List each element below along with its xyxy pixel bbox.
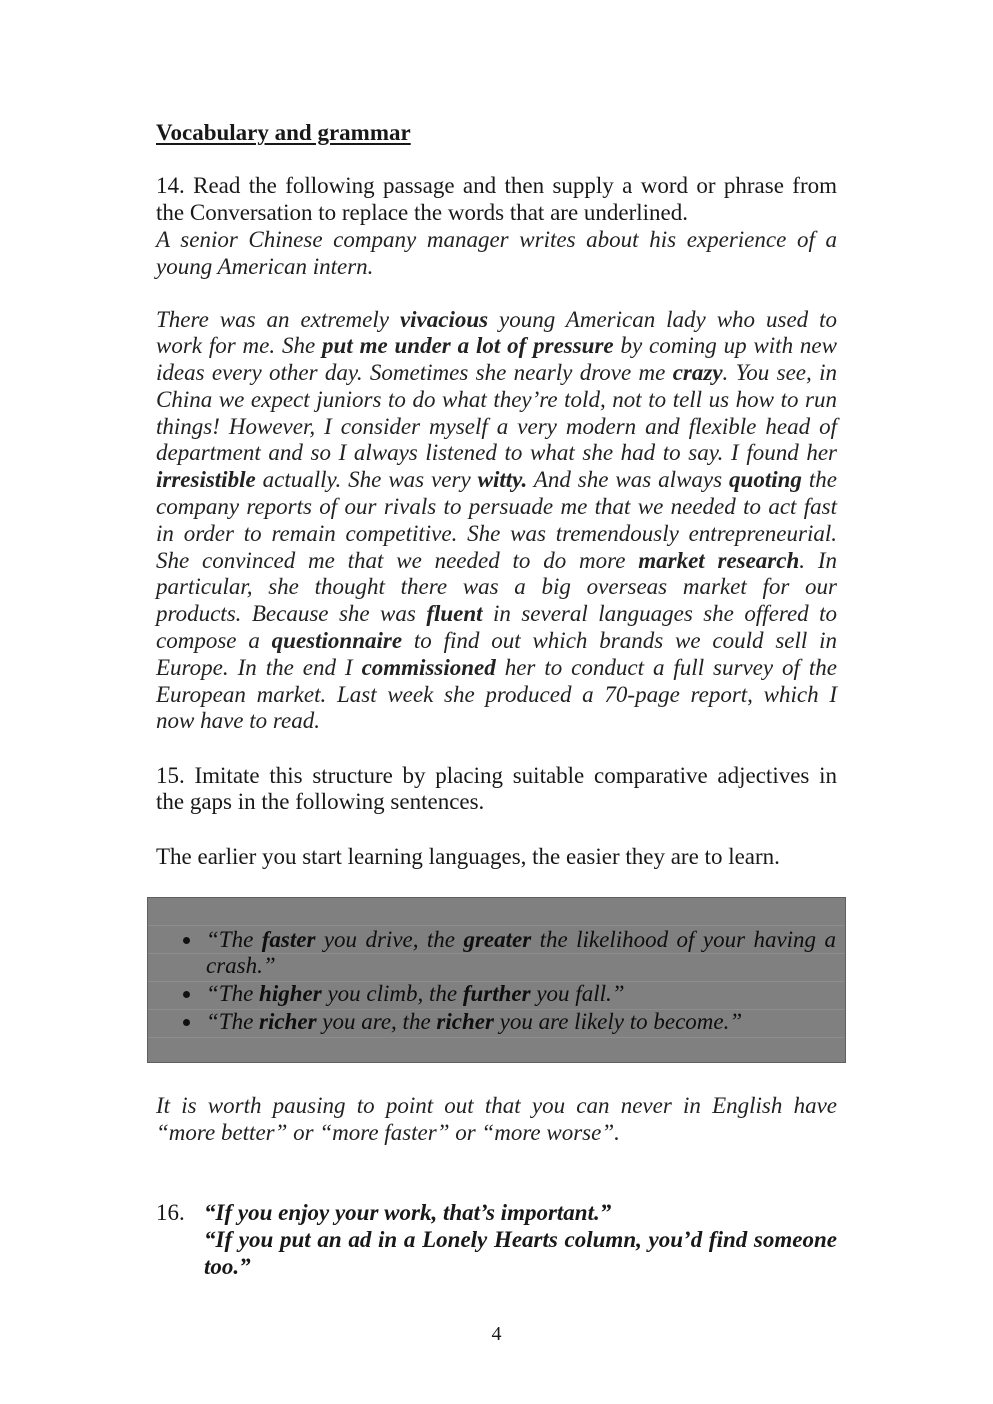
section-heading: Vocabulary and grammar [156,120,411,145]
text-run: It is worth pausing to point out that you can never in English have [156,1092,837,1118]
text-run: actually. She was very [255,467,478,493]
text-run: And she was always [527,467,730,493]
bullet-icon [183,937,190,944]
bold-keyword: crazy [672,360,723,386]
example-sentence [156,843,837,870]
bold-keyword: greater [463,926,532,952]
text-run: work for me. She [156,333,323,359]
text-run: the gaps in the following sentences. [156,789,485,814]
bold-keyword: commissioned [361,654,496,680]
text-run: you climb, the [321,981,463,1006]
bullet-text [206,981,836,1008]
text-line [156,467,837,494]
text-line [156,682,837,709]
text-run: European market. Last week she produced a 70-page report, which I [156,681,837,707]
text-line [156,628,837,655]
text-run: the [801,467,837,493]
exercise-16-quote-2 [204,1226,837,1280]
text-run: Europe. In the end I [156,654,362,680]
text-line [156,440,837,467]
bold-keyword: richer [436,1009,494,1034]
text-run: by coming up with new [613,333,837,359]
examples-list [148,927,845,1036]
bold-keyword: witty. [477,467,528,493]
text-run: “The [206,926,262,952]
bold-keyword: questionnaire [271,628,403,654]
text-run: “If you put an ad in a Lonely Hearts column, you’d find someone [204,1226,837,1252]
text-run: things! However, I consider myself a very modern and flexible head of [156,413,837,439]
text-run: products. Because she was [156,601,427,627]
bold-keyword: faster [261,926,316,952]
text-run: There was an extremely [156,306,400,332]
grammar-note [156,1092,837,1146]
text-line [156,789,837,816]
text-line [156,1092,837,1119]
bold-keyword: higher [259,981,322,1006]
text-run: “The [206,981,260,1006]
example-bullet [148,1009,845,1036]
bullet-text [206,1009,836,1036]
bold-keyword: irresistible [156,467,256,493]
bold-keyword: vivacious [399,306,489,332]
text-line [156,307,837,334]
text-run: 15. Imitate this structure by placing suitable comparative adjectives in [156,762,837,788]
text-run: too.” [204,1253,251,1279]
bold-keyword: richer [259,1009,317,1034]
exercise-16-quote-1 [204,1199,837,1226]
example-bullet [148,927,845,980]
bold-keyword: market research [638,547,800,573]
bullet-icon [183,1019,190,1026]
text-line [156,494,837,521]
text-run: young American intern. [156,254,374,279]
text-run: the likelihood of your having a [531,926,836,952]
text-line [156,521,837,548]
text-run: in order to remain competitive. She was tremendously entrepreneurial. [156,520,837,546]
text-run: . In [799,547,837,573]
text-run: 14. Read the following passage and then supply a word or phrase from [156,173,837,198]
text-line [156,226,837,253]
text-run: in several languages she offered to [482,601,837,627]
text-line [206,981,836,1008]
text-line [206,1009,836,1036]
text-run: “more better” or “more faster” or “more worse”. [156,1119,620,1145]
bold-keyword: quoting [729,467,802,493]
text-run: you fall.” [530,981,625,1006]
text-run: department and so I always listened to what she had to say. I found her [156,440,837,466]
text-run: compose a [156,628,272,654]
text-line [156,253,837,280]
text-run: “The [206,1009,260,1034]
bullet-icon [183,991,190,998]
text-line [156,1119,837,1146]
page-number: 4 [491,1322,502,1345]
text-line [156,360,837,387]
text-line [156,333,837,360]
text-run: particular, she thought there was a big overseas market for our [156,574,837,600]
exercise-16-number: 16. [156,1199,185,1225]
text-line [156,387,837,414]
bold-keyword: fluent [426,601,483,627]
text-run: you are likely to become.” [493,1009,743,1034]
text-run: young American lady who used to [488,306,837,332]
examples-box [147,897,846,1063]
text-line [156,414,837,441]
text-run: ideas every other day. Sometimes she nearly drove me [156,360,673,386]
text-line [206,927,836,954]
text-line [156,763,837,790]
text-line [156,601,837,628]
text-run: you are, the [316,1009,437,1034]
text-line [204,1253,837,1280]
exercise-14-instruction [156,172,837,226]
text-line [156,172,837,199]
text-run: crash.” [206,953,276,978]
bold-keyword: put me under a lot of pressure [322,333,614,359]
text-line [156,843,837,870]
text-line [206,953,836,980]
text-run: company reports of our rivals to persuade me that we needed to act fast [156,494,837,520]
text-run: She convinced me that we needed to do more [156,547,639,573]
text-run: the Conversation to replace the words that are underlined. [156,200,689,225]
text-line [156,548,837,575]
text-run: “If you enjoy your work, that’s important.” [204,1199,612,1225]
text-run: to find out which brands we could sell in [402,628,837,654]
text-line [204,1226,837,1253]
passage-intro [156,226,837,280]
text-line [204,1199,837,1226]
text-line [156,708,837,735]
bold-keyword: further [462,981,531,1006]
bullet-text [206,927,836,980]
text-run: China we expect juniors to do what they’re told, not to tell us how to run [156,386,837,412]
text-line [156,199,837,226]
text-run: her to conduct a full survey of the [495,654,837,680]
text-line [156,574,837,601]
text-run: you drive, the [315,926,464,952]
text-run: The earlier you start learning languages, the easier they are to learn. [156,844,780,869]
text-run: now have to read. [156,708,320,734]
text-run: . You see, in [722,360,837,386]
text-run: A senior Chinese company manager writes about his experience of a [156,227,837,252]
text-line [156,655,837,682]
reading-passage [156,307,837,736]
exercise-15-instruction [156,763,837,816]
example-bullet [148,981,845,1008]
